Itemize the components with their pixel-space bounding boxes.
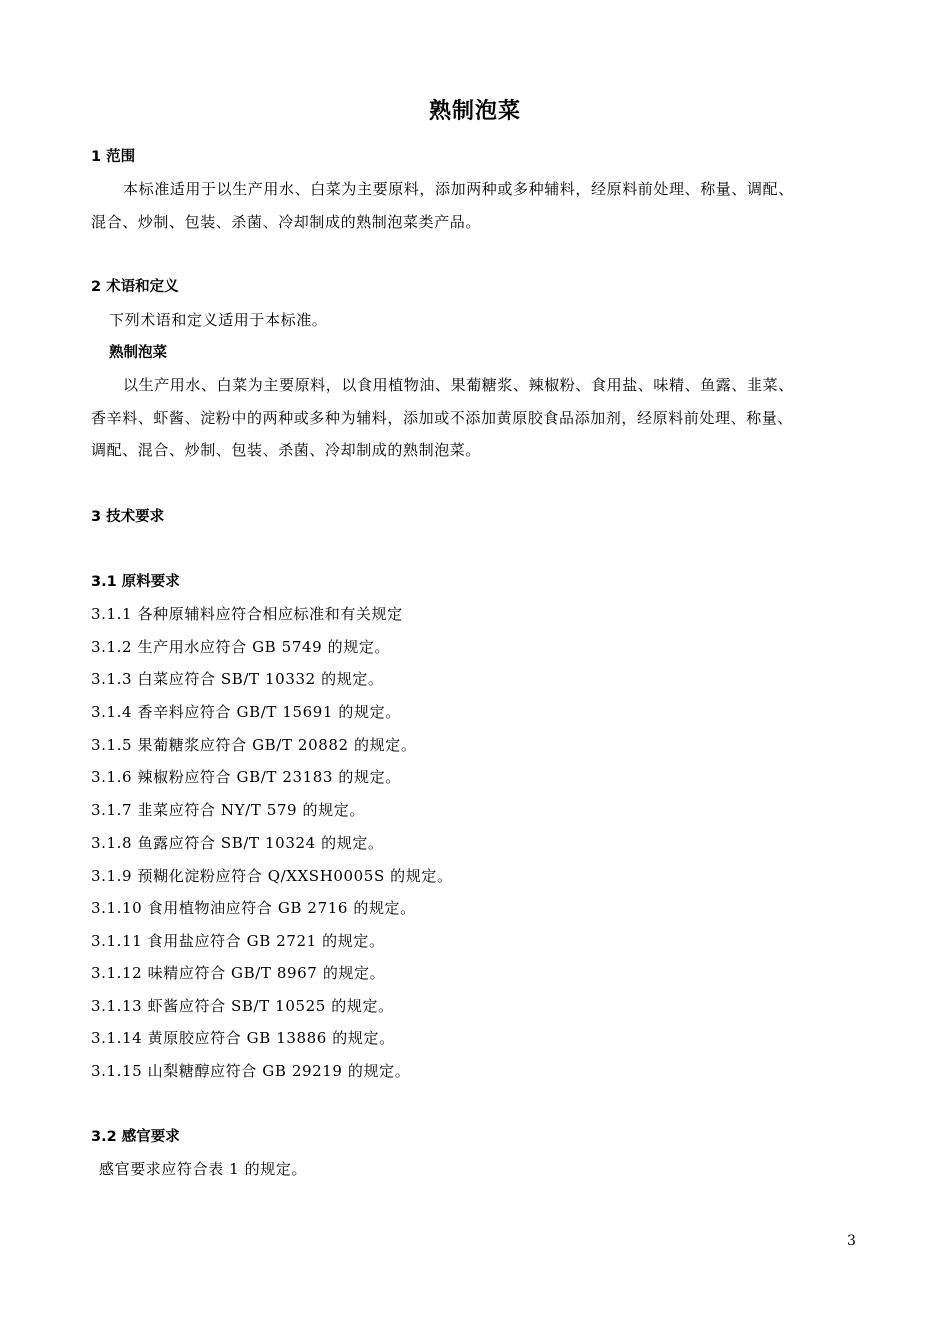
term-heading: 熟制泡菜 [109,345,167,361]
requirement-item: 3.1.10 食用植物油应符合 GB 2716 的规定。 [91,899,416,917]
section-3-heading: 3 技术要求 [91,509,165,525]
requirement-item: 3.1.5 果葡糖浆应符合 GB/T 20882 的规定。 [91,736,417,754]
term-definition-line-3: 调配、混合、炒制、包装、杀菌、冷却制成的熟制泡菜。 [91,441,482,459]
document-title: 熟制泡菜 [428,99,521,124]
requirement-item: 3.1.14 黄原胶应符合 GB 13886 的规定。 [91,1029,395,1047]
term-definition-line-1: 以生产用水、白菜为主要原料，以食用植物油、果葡糖浆、辣椒粉、食用盐、味精、鱼露、韭菜、 [123,376,794,394]
page-number: 3 [847,1233,856,1249]
section-2-heading: 2 术语和定义 [91,279,179,295]
section-1-paragraph-line-1: 本标准适用于以生产用水、白菜为主要原料，添加两种或多种辅料，经原料前处理、称量、调配、 [123,180,794,198]
requirement-item: 3.1.3 白菜应符合 SB/T 10332 的规定。 [91,670,384,688]
requirement-item: 3.1.11 食用盐应符合 GB 2721 的规定。 [91,932,385,950]
term-definition-line-2: 香辛料、虾酱、淀粉中的两种或多种为辅料，添加或不添加黄原胶食品添加剂，经原料前处理、称量、 [91,409,794,427]
requirement-item: 3.1.8 鱼露应符合 SB/T 10324 的规定。 [91,834,384,852]
section-3-2-heading: 3.2 感官要求 [91,1129,180,1145]
requirement-item: 3.1.6 辣椒粉应符合 GB/T 23183 的规定。 [91,768,401,786]
requirement-item: 3.1.15 山梨糖醇应符合 GB 29219 的规定。 [91,1062,411,1080]
section-2-intro: 下列术语和定义适用于本标准。 [109,311,328,329]
requirement-item: 3.1.7 韭菜应符合 NY/T 579 的规定。 [91,801,365,819]
requirement-item: 3.1.12 味精应符合 GB/T 8967 的规定。 [91,964,386,982]
section-1-paragraph-line-2: 混合、炒制、包装、杀菌、冷却制成的熟制泡菜类产品。 [91,213,482,231]
requirement-item: 3.1.1 各种原辅料应符合相应标准和有关规定 [91,605,403,623]
section-3-2-text: 感官要求应符合表 1 的规定。 [99,1160,308,1178]
requirement-item: 3.1.2 生产用水应符合 GB 5749 的规定。 [91,638,391,656]
section-3-1-heading: 3.1 原料要求 [91,574,180,590]
requirement-item: 3.1.13 虾酱应符合 SB/T 10525 的规定。 [91,997,394,1015]
requirement-item: 3.1.9 预糊化淀粉应符合 Q/XXSH0005S 的规定。 [91,867,453,885]
section-1-heading: 1 范围 [91,149,136,165]
requirement-item: 3.1.4 香辛料应符合 GB/T 15691 的规定。 [91,703,401,721]
